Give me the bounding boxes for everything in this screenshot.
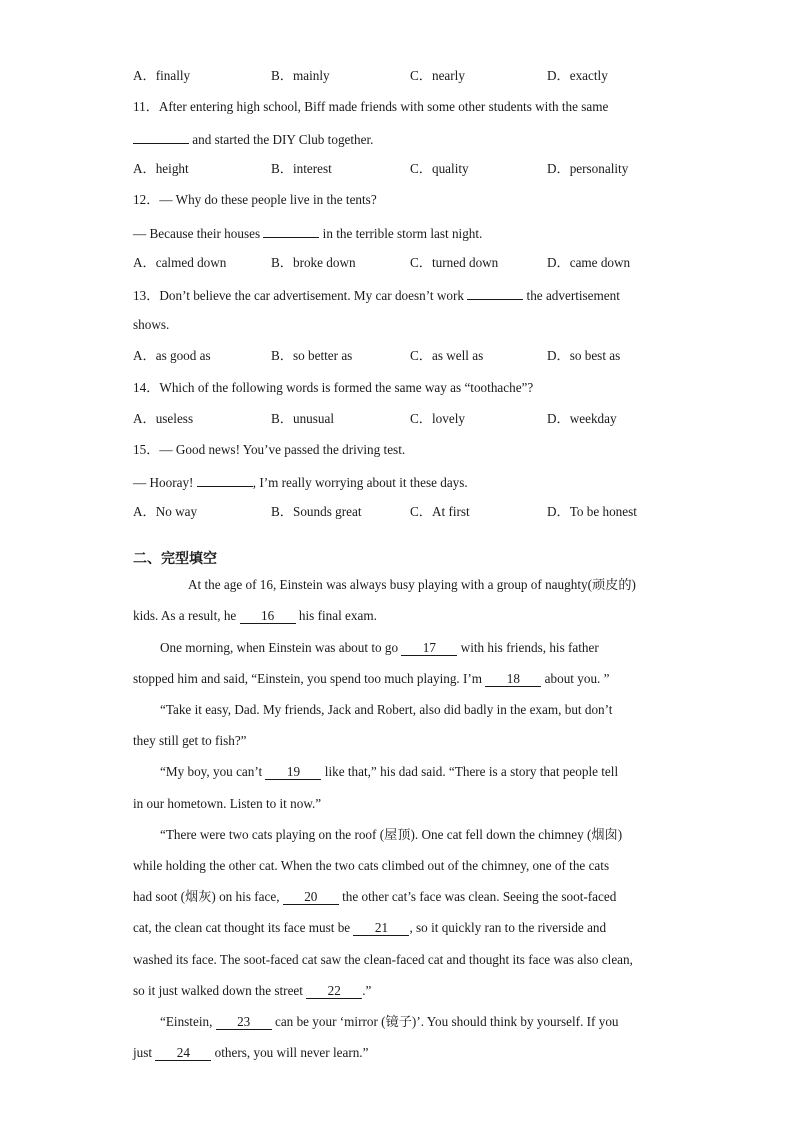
q14-stem-line1: 14．Which of the following words is formed the same way as “toothache”? bbox=[133, 380, 534, 395]
option-a: A．height bbox=[133, 161, 189, 176]
passage-text: One morning, when Einstein was about to go bbox=[160, 640, 402, 655]
option-d: D．weekday bbox=[547, 411, 617, 426]
passage-text: his final exam. bbox=[295, 608, 377, 623]
passage-p6-line1 bbox=[160, 1013, 700, 1031]
q10-options bbox=[133, 67, 693, 85]
passage-text: “Einstein, bbox=[160, 1014, 216, 1029]
passage-p3-line2: they still get to fish?” bbox=[133, 733, 247, 748]
passage-text: had soot (烟灰) on his face, bbox=[133, 889, 283, 904]
q11-options bbox=[133, 160, 693, 178]
answer-blank bbox=[467, 285, 523, 300]
passage-p4-line1 bbox=[160, 763, 700, 781]
passage-text: just bbox=[133, 1045, 156, 1060]
option-a: A．No way bbox=[133, 504, 198, 519]
cloze-blank-18: 18 bbox=[485, 672, 541, 687]
q13-stem-text-before: 13．Don’t believe the car advertisement. My car doesn’t work bbox=[133, 288, 468, 303]
passage-text: cat, the clean cat thought its face must be bbox=[133, 920, 354, 935]
option-c: C．quality bbox=[410, 161, 469, 176]
q14-options bbox=[133, 410, 693, 428]
cloze-blank-23: 23 bbox=[216, 1015, 272, 1030]
answer-blank bbox=[263, 223, 319, 238]
option-c: C．lovely bbox=[410, 411, 465, 426]
passage-p4-line2: in our hometown. Listen to it now.” bbox=[133, 796, 322, 811]
answer-blank bbox=[133, 129, 189, 144]
cloze-blank-22: 22 bbox=[306, 984, 362, 999]
cloze-blank-19: 19 bbox=[265, 765, 321, 780]
passage-text: about you. ” bbox=[541, 671, 610, 686]
option-a: A．finally bbox=[133, 68, 191, 83]
q12-stem-line2 bbox=[133, 223, 673, 243]
passage-p1-line1: At the age of 16, Einstein was always busy playing with a group of naughty(顽皮的) bbox=[188, 577, 636, 592]
option-b: B．interest bbox=[271, 161, 332, 176]
passage-text: .” bbox=[362, 983, 372, 998]
option-c: C．At first bbox=[410, 504, 470, 519]
passage-text: stopped him and said, “Einstein, you spend too much playing. I’m bbox=[133, 671, 486, 686]
q11-stem-text: and started the DIY Club together. bbox=[189, 132, 374, 147]
option-b: B．so better as bbox=[271, 348, 353, 363]
passage-text: can be your ‘mirror (镜子)’. You should think by yourself. If you bbox=[271, 1014, 619, 1029]
cloze-blank-17: 17 bbox=[401, 641, 457, 656]
option-c: C．turned down bbox=[410, 255, 499, 270]
section-heading: 二、完型填空 bbox=[133, 551, 217, 567]
answer-blank bbox=[197, 472, 253, 487]
q13-stem-text-after: the advertisement bbox=[523, 288, 620, 303]
option-a: A．calmed down bbox=[133, 255, 227, 270]
passage-text: kids. As a result, he bbox=[133, 608, 240, 623]
cloze-blank-20: 20 bbox=[283, 890, 339, 905]
q15-stem-text-after: , I’m really worrying about it these days. bbox=[252, 475, 468, 490]
option-c: C．as well as bbox=[410, 348, 484, 363]
option-b: B．Sounds great bbox=[271, 504, 362, 519]
passage-p5-line4 bbox=[133, 919, 673, 937]
q15-stem-line2 bbox=[133, 472, 673, 492]
passage-text: like that,” his dad said. “There is a story that people tell bbox=[321, 764, 619, 779]
option-b: B．mainly bbox=[271, 68, 330, 83]
passage-text: others, you will never learn.” bbox=[211, 1045, 369, 1060]
q13-stem-line2: shows. bbox=[133, 317, 170, 332]
passage-text: “My boy, you can’t bbox=[160, 764, 266, 779]
option-d: D．so best as bbox=[547, 348, 621, 363]
option-d: D．personality bbox=[547, 161, 629, 176]
passage-p5-line3 bbox=[133, 888, 673, 906]
passage-p1-line2 bbox=[133, 607, 673, 625]
cloze-blank-24: 24 bbox=[155, 1046, 211, 1061]
passage-text: so it just walked down the street bbox=[133, 983, 307, 998]
q15-stem-line1: 15．— Good news! You’ve passed the driving test. bbox=[133, 442, 406, 457]
option-a: A．useless bbox=[133, 411, 194, 426]
option-c: C．nearly bbox=[410, 68, 465, 83]
q15-stem-text-before: — Hooray! bbox=[133, 475, 197, 490]
q13-stem-line1 bbox=[133, 285, 673, 305]
passage-p6-line2 bbox=[133, 1044, 673, 1062]
option-a: A．as good as bbox=[133, 348, 211, 363]
passage-p5-line6 bbox=[133, 982, 673, 1000]
q15-options bbox=[133, 503, 693, 521]
passage-text: the other cat’s face was clean. Seeing the soot-faced bbox=[338, 889, 617, 904]
option-d: D．came down bbox=[547, 255, 631, 270]
option-b: B．unusual bbox=[271, 411, 335, 426]
cloze-blank-16: 16 bbox=[240, 609, 296, 624]
passage-p5-line2: while holding the other cat. When the two cats climbed out of the chimney, one of the cats bbox=[133, 858, 610, 873]
option-d: D．To be honest bbox=[547, 504, 637, 519]
q13-options bbox=[133, 347, 693, 365]
passage-p2-line2 bbox=[133, 670, 673, 688]
passage-p5-line1: “There were two cats playing on the roof (屋顶). One cat fell down the chimney (烟囱) bbox=[160, 827, 623, 842]
option-b: B．broke down bbox=[271, 255, 356, 270]
option-d: D．exactly bbox=[547, 68, 608, 83]
q12-options bbox=[133, 254, 693, 272]
passage-text: with his friends, his father bbox=[457, 640, 599, 655]
q12-stem-text-before: — Because their houses bbox=[133, 226, 264, 241]
passage-p2-line1 bbox=[160, 639, 700, 657]
q12-stem-text-after: in the terrible storm last night. bbox=[319, 226, 483, 241]
passage-p3-line1: “Take it easy, Dad. My friends, Jack and Robert, also did badly in the exam, but don’t bbox=[160, 702, 613, 717]
q11-stem-line2 bbox=[133, 129, 673, 149]
passage-text: , so it quickly ran to the riverside and bbox=[409, 920, 607, 935]
cloze-blank-21: 21 bbox=[353, 921, 409, 936]
q11-stem-line1: 11．After entering high school, Biff made friends with some other students with the same bbox=[133, 99, 609, 114]
q12-stem-line1: 12．— Why do these people live in the tents? bbox=[133, 192, 377, 207]
passage-p5-line5: washed its face. The soot-faced cat saw the clean-faced cat and thought its face was also clean, bbox=[133, 952, 633, 967]
